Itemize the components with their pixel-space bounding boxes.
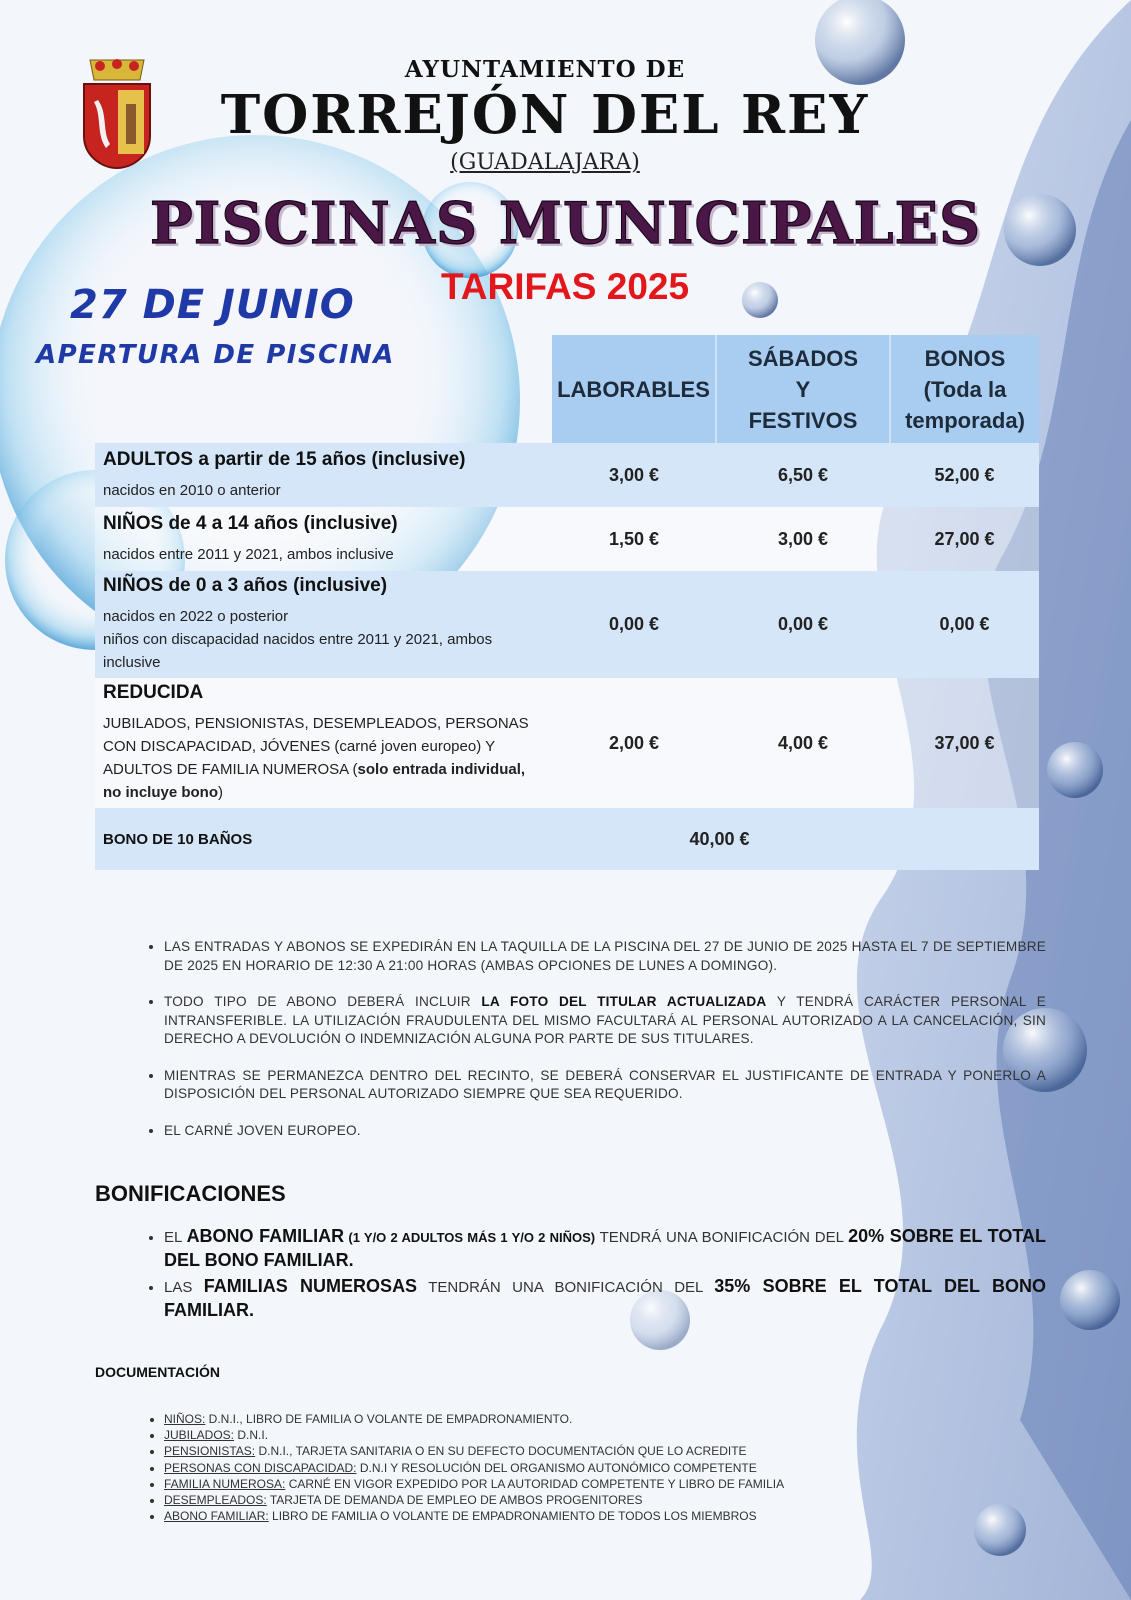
doc-text: TARJETA DE DEMANDA DE EMPLEO DE AMBOS PROGENITORES — [266, 1493, 643, 1508]
bonif-highlight: 35% SOBRE EL TOTAL DEL BONO FAMILIAR. — [164, 1276, 1046, 1320]
bonif-text: TENDRÁ UNA BONIFICACIÓN DEL — [595, 1229, 849, 1246]
list-item: • MIENTRAS SE PERMANEZCA DENTRO DEL RECINTO, SE DEBERÁ CONSERVAR EL JUSTIFICANTE DE ENTRADA Y PONERLO A DISPOSICIÓN DEL PERSONAL AUTORIZADO SIEMPRE QUE SEA REQUERIDO. — [164, 1067, 1046, 1104]
rule-text-bold: LA FOTO DEL TITULAR ACTUALIZADA — [481, 994, 767, 1009]
price-weekdays: 3,00 € — [552, 443, 716, 507]
column-header-weekdays: LABORABLES — [552, 335, 716, 443]
table-row — [95, 507, 1039, 571]
table-row — [95, 571, 1039, 678]
category-name: NIÑOS de 4 a 14 años (inclusive) — [103, 512, 398, 534]
opening-label: APERTURA DE PISCINA — [36, 340, 395, 370]
bonif-highlight: 20% SOBRE EL TOTAL DEL BONO FAMILIAR. — [164, 1226, 1046, 1270]
doc-label: PENSIONISTAS: — [164, 1444, 256, 1459]
doc-label: JUBILADOS: — [164, 1428, 235, 1443]
price-weekdays: 0,00 € — [552, 571, 716, 678]
bonif-highlight: FAMILIAS NUMEROSAS — [203, 1276, 418, 1296]
bonif-text: LAS — [164, 1279, 204, 1296]
category-note-bold: solo entrada individual, no incluye bono — [103, 761, 526, 801]
list-item: • LAS ENTRADAS Y ABONOS SE EXPEDIRÁN EN LA TAQUILLA DE LA PISCINA DEL 27 DE JUNIO DE 2025 HASTA EL 7 DE SEPTIEMBRE DE 2025 EN HORARIO DE 12:30 A 21:00 HORAS (AMBAS OPCIONES DE LUNES A DOMINGO). — [164, 938, 1046, 975]
doc-label: ABONO FAMILIAR: — [164, 1509, 269, 1524]
price-season-pass: 27,00 € — [890, 507, 1039, 571]
category-note-end: ) — [218, 784, 223, 801]
price-season-pass: 0,00 € — [890, 571, 1039, 678]
category-note-secondary: niños con discapacidad nacidos entre 2011 y 2021, ambos inclusive — [103, 631, 493, 671]
list-item — [164, 993, 1046, 1049]
bono10-label: BONO DE 10 BAÑOS — [95, 808, 552, 870]
column-header-season-pass: BONOS (Toda la temporada) — [890, 335, 1039, 443]
doc-label: DESEMPLEADOS: — [164, 1493, 267, 1508]
rules-list — [130, 938, 1046, 1158]
price-weekends: 4,00 € — [716, 678, 890, 808]
bonif-text: TENDRÁN UNA BONIFICACIÓN DEL — [417, 1279, 715, 1296]
table-row — [95, 678, 1039, 808]
table-header-row — [95, 335, 1039, 443]
category-note: nacidos en 2022 o posterior — [103, 608, 289, 625]
category-cell — [95, 678, 552, 808]
documentacion-list — [130, 1411, 1046, 1524]
list-item — [164, 1476, 1046, 1492]
bonif-text: EL — [164, 1229, 187, 1246]
doc-label: NIÑOS: — [164, 1412, 206, 1426]
category-note — [103, 712, 544, 804]
list-item — [164, 1492, 1046, 1508]
category-cell — [95, 443, 552, 507]
bono10-price: 40,00 € — [552, 808, 1039, 870]
price-season-pass: 37,00 € — [890, 678, 1039, 808]
category-note-text: JUBILADOS, PENSIONISTAS, DESEMPLEADOS, PERSONAS CON DISCAPACIDAD, JÓVENES (carné joven europeo) Y ADULTOS DE FAMILIA NUMEROSA ( — [103, 715, 529, 778]
category-note: nacidos entre 2011 y 2021, ambos inclusive — [103, 545, 394, 563]
doc-label: FAMILIA NUMEROSA: — [164, 1476, 286, 1491]
doc-text: D.N.I., TARJETA SANITARIA O EN SU DEFECTO DOCUMENTACIÓN QUE LO ACREDITE — [255, 1444, 747, 1459]
price-season-pass: 52,00 € — [890, 443, 1039, 507]
price-weekends: 3,00 € — [716, 507, 890, 571]
bonif-highlight: ABONO FAMILIAR — [186, 1226, 345, 1246]
documentacion-title: DOCUMENTACIÓN — [95, 1364, 220, 1380]
price-weekends: 6,50 € — [716, 443, 890, 507]
municipality-name: TORREJÓN DEL REY — [220, 84, 870, 146]
tariff-table — [95, 335, 1039, 870]
doc-text: LIBRO DE FAMILIA O VOLANTE DE EMPADRONAMIENTO DE TODOS LOS MIEMBROS — [268, 1509, 757, 1524]
category-name: ADULTOS a partir de 15 años (inclusive) — [103, 448, 466, 470]
category-cell — [95, 571, 552, 678]
bonificaciones-title: BONIFICACIONES — [95, 1181, 286, 1206]
price-weekdays: 1,50 € — [552, 507, 716, 571]
category-note: nacidos en 2010 o anterior — [103, 481, 281, 499]
price-weekdays: 2,00 € — [552, 678, 716, 808]
list-item — [164, 1411, 1046, 1427]
doc-text: D.N.I Y RESOLUCIÓN DEL ORGANISMO AUTONÓMICO COMPETENTE — [356, 1460, 757, 1475]
list-item — [164, 1443, 1046, 1459]
doc-label: PERSONAS CON DISCAPACIDAD: — [164, 1460, 357, 1475]
list-item — [164, 1275, 1046, 1323]
municipality-prefix: AYUNTAMIENTO DE — [404, 56, 686, 83]
list-item — [164, 1508, 1046, 1524]
rule-text: TODO TIPO DE ABONO DEBERÁ INCLUIR — [164, 994, 482, 1009]
table-header-blank — [95, 335, 552, 443]
category-name: NIÑOS de 0 a 3 años (inclusive) — [103, 575, 388, 596]
rule-text: Y TENDRÁ CARÁCTER PERSONAL E INTRANSFERIBLE. LA UTILIZACIÓN FRAUDULENTA DEL MISMO FACULTARÁ AL PERSONAL AUTORIZADO A LA CANCELACIÓN, SIN DERECHO A DEVOLUCIÓN O INDEMNIZACIÓN ALGUNA POR PARTE DE SUS TITULARES. — [164, 994, 1046, 1046]
doc-text: D.N.I. — [234, 1428, 269, 1443]
price-weekends: 0,00 € — [716, 571, 890, 678]
page-title: PISCINAS MUNICIPALES — [149, 190, 982, 257]
list-item — [164, 1225, 1046, 1273]
category-name: REDUCIDA — [103, 682, 204, 703]
list-item: • EL CARNÉ JOVEN EUROPEO. — [164, 1122, 1046, 1141]
province-label: (GUADALAJARA) — [450, 150, 640, 175]
list-item — [164, 1427, 1046, 1443]
bonif-detail: (1 Y/O 2 ADULTOS MÁS 1 Y/O 2 NIÑOS) — [344, 1230, 596, 1245]
bono10-row — [95, 808, 1039, 870]
opening-date: 27 DE JUNIO — [70, 282, 355, 328]
page-subtitle: TARIFAS 2025 — [440, 266, 690, 307]
doc-text: CARNÉ EN VIGOR EXPEDIDO POR LA AUTORIDAD COMPETENTE Y LIBRO DE FAMILIA — [285, 1476, 785, 1491]
list-item — [164, 1460, 1046, 1476]
category-cell — [95, 507, 552, 571]
bonificaciones-list — [130, 1225, 1046, 1325]
column-header-weekends: SÁBADOS Y FESTIVOS — [716, 335, 890, 443]
table-row — [95, 443, 1039, 507]
doc-text: D.N.I., LIBRO DE FAMILIA O VOLANTE DE EMPADRONAMIENTO. — [205, 1412, 573, 1426]
